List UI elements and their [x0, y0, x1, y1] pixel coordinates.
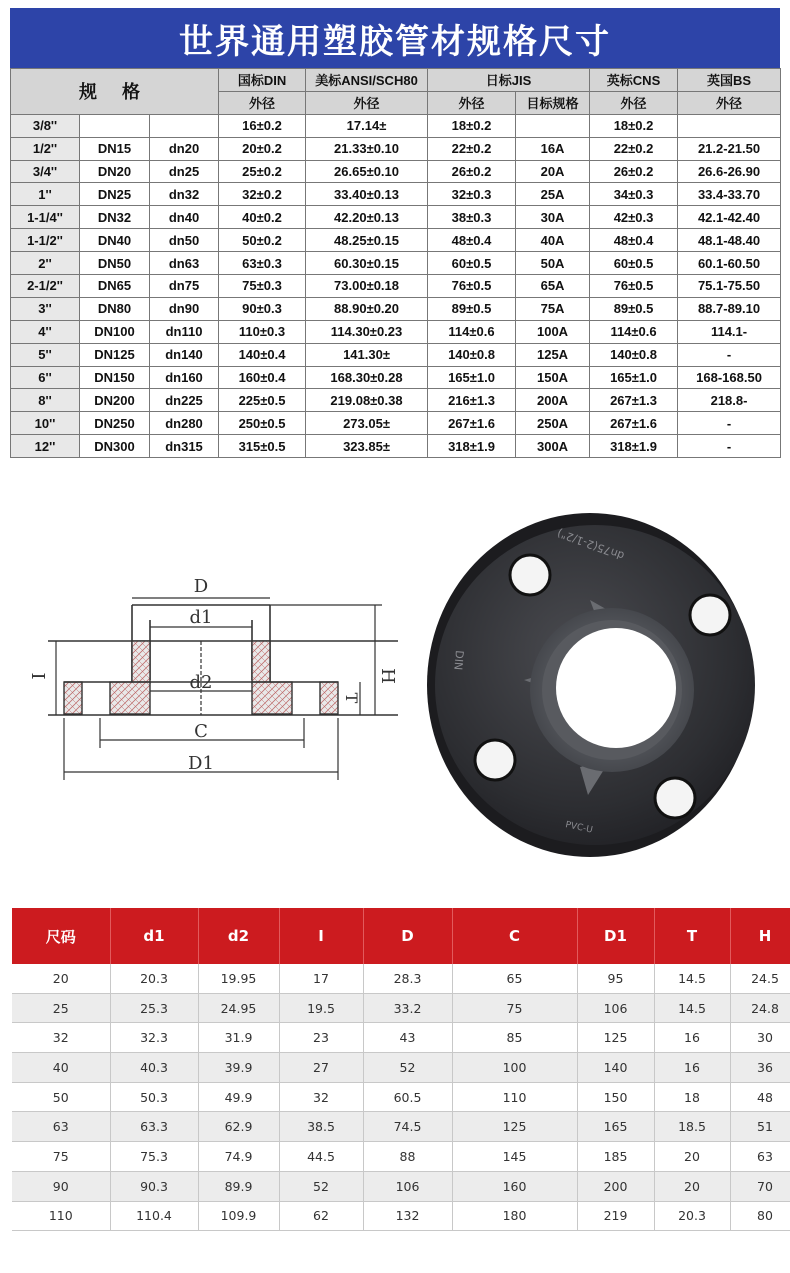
dimension-header-row: [12, 908, 790, 964]
spec-cell-din-od: 32±0.2: [219, 183, 306, 206]
flange-cross-section-diagram: [20, 570, 400, 785]
spec-cell-jis-od: 48±0.4: [428, 229, 516, 252]
spec-row: [11, 183, 781, 206]
spec-row: [11, 206, 781, 229]
marking-material: PVC-U: [564, 820, 594, 836]
dimension-cell: 125: [452, 1112, 577, 1142]
spec-cell-jis-od: 267±1.6: [428, 412, 516, 435]
spec-cell-jis-target: 65A: [516, 275, 590, 298]
spec-cell-bs-od: 33.4-33.70: [678, 183, 781, 206]
spec-cell-jis-target: 16A: [516, 137, 590, 160]
spec-cell-size-dn-metric: dn110: [150, 320, 219, 343]
spec-cell-jis-target: 50A: [516, 252, 590, 275]
dimension-header-cell: C: [452, 908, 577, 964]
spec-table: [10, 68, 781, 458]
dimension-cell: 63.3: [110, 1112, 198, 1142]
dimension-cell: 24.8: [730, 993, 790, 1023]
dimension-cell: 106: [363, 1171, 452, 1201]
dimension-cell: 18.5: [654, 1112, 730, 1142]
spec-cell-ansi-od: 26.65±0.10: [306, 160, 428, 183]
dimension-cell: 100: [452, 1053, 577, 1083]
spec-cell-size-inch: 2'': [11, 252, 80, 275]
spec-cell-ansi-od: 219.08±0.38: [306, 389, 428, 412]
spec-cell-size-dn-metric: dn25: [150, 160, 219, 183]
spec-cell-bs-od: 21.2-21.50: [678, 137, 781, 160]
dimension-cell: 48: [730, 1082, 790, 1112]
spec-cell-cns-od: 89±0.5: [590, 297, 678, 320]
dimension-cell: 18: [654, 1082, 730, 1112]
spec-cell-bs-od: -: [678, 343, 781, 366]
dimension-cell: 39.9: [198, 1053, 279, 1083]
dimension-cell: 150: [577, 1082, 654, 1112]
dimension-cell: 20.3: [654, 1201, 730, 1231]
spec-cell-cns-od: 60±0.5: [590, 252, 678, 275]
spec-cell-size-dn-metric: dn140: [150, 343, 219, 366]
spec-row: [11, 137, 781, 160]
spec-cell-size-dn-metric: dn160: [150, 366, 219, 389]
dimension-cell: 50.3: [110, 1082, 198, 1112]
spec-cell-size-inch: 1'': [11, 183, 80, 206]
spec-cell-jis-od: 76±0.5: [428, 275, 516, 298]
spec-row: [11, 366, 781, 389]
dimension-cell: 16: [654, 1053, 730, 1083]
bolt-hole: [510, 555, 550, 595]
spec-cell-jis-od: 89±0.5: [428, 297, 516, 320]
bolt-hole: [655, 778, 695, 818]
label-D1: D1: [188, 753, 214, 774]
dimension-cell: 219: [577, 1201, 654, 1231]
spec-cell-jis-od: 114±0.6: [428, 320, 516, 343]
spec-cell-cns-od: 34±0.3: [590, 183, 678, 206]
spec-cell-din-od: 25±0.2: [219, 160, 306, 183]
dimension-cell: 52: [279, 1171, 363, 1201]
spec-cell-size-dn: DN125: [80, 343, 150, 366]
dimension-cell: 109.9: [198, 1201, 279, 1231]
sub-cns-od: 外径: [590, 91, 678, 114]
dimension-cell: 16: [654, 1023, 730, 1053]
dimension-header-cell: 尺码: [12, 908, 110, 964]
spec-cell-size-dn-metric: dn20: [150, 137, 219, 160]
dimension-cell: 19.95: [198, 964, 279, 993]
dimension-cell: 63: [12, 1112, 110, 1142]
spec-header-label: 规 格: [11, 69, 219, 115]
spec-row: [11, 320, 781, 343]
spec-cell-size-inch: 3'': [11, 297, 80, 320]
dimension-cell: 75.3: [110, 1142, 198, 1172]
title-banner: [10, 8, 780, 68]
dimension-row: [12, 1142, 790, 1172]
dimension-row: [12, 1023, 790, 1053]
dimension-cell: 70: [730, 1171, 790, 1201]
dimension-cell: 165: [577, 1112, 654, 1142]
spec-cell-cns-od: 22±0.2: [590, 137, 678, 160]
std-bs: 英国BS: [678, 69, 781, 92]
spec-cell-jis-target: 30A: [516, 206, 590, 229]
spec-cell-size-inch: 3/8'': [11, 114, 80, 137]
spec-cell-cns-od: 267±1.3: [590, 389, 678, 412]
spec-row: [11, 252, 781, 275]
label-D: D: [193, 576, 209, 597]
spec-cell-bs-od: 114.1-: [678, 320, 781, 343]
spec-cell-size-dn: DN65: [80, 275, 150, 298]
spec-row: [11, 435, 781, 458]
marking-size: dn75(2-1/2"): [555, 526, 627, 563]
spec-cell-jis-od: 216±1.3: [428, 389, 516, 412]
dimension-header-cell: d2: [198, 908, 279, 964]
spec-cell-bs-od: 42.1-42.40: [678, 206, 781, 229]
spec-cell-size-dn: DN15: [80, 137, 150, 160]
spec-cell-jis-od: 38±0.3: [428, 206, 516, 229]
dimension-cell: 43: [363, 1023, 452, 1053]
bolt-hole: [475, 740, 515, 780]
spec-cell-bs-od: -: [678, 435, 781, 458]
dimension-cell: 50: [12, 1082, 110, 1112]
spec-cell-cns-od: 42±0.3: [590, 206, 678, 229]
spec-cell-din-od: 63±0.3: [219, 252, 306, 275]
dimension-cell: 20: [12, 964, 110, 993]
label-H: H: [377, 668, 398, 684]
page-title: 世界通用塑胶管材规格尺寸: [179, 21, 611, 62]
dimension-cell: 110: [12, 1201, 110, 1231]
spec-cell-size-inch: 1/2'': [11, 137, 80, 160]
spec-cell-cns-od: 26±0.2: [590, 160, 678, 183]
spec-cell-jis-target: 100A: [516, 320, 590, 343]
spec-cell-bs-od: 26.6-26.90: [678, 160, 781, 183]
dimension-cell: 60.5: [363, 1082, 452, 1112]
spec-cell-ansi-od: 60.30±0.15: [306, 252, 428, 275]
spec-cell-jis-od: 32±0.3: [428, 183, 516, 206]
spec-cell-jis-od: 60±0.5: [428, 252, 516, 275]
dimension-cell: 62.9: [198, 1112, 279, 1142]
dimension-cell: 160: [452, 1171, 577, 1201]
spec-cell-ansi-od: 273.05±: [306, 412, 428, 435]
dimension-row: [12, 1082, 790, 1112]
spec-cell-cns-od: 318±1.9: [590, 435, 678, 458]
spec-cell-jis-target: 250A: [516, 412, 590, 435]
spec-cell-bs-od: 75.1-75.50: [678, 275, 781, 298]
sub-jis-target: 目标规格: [516, 91, 590, 114]
spec-cell-jis-od: 165±1.0: [428, 366, 516, 389]
dimension-table: [12, 908, 790, 1231]
spec-cell-size-dn: DN25: [80, 183, 150, 206]
sub-ansi-od: 外径: [306, 91, 428, 114]
label-C: C: [194, 721, 208, 742]
dimension-cell: 63: [730, 1142, 790, 1172]
dimension-cell: 90: [12, 1171, 110, 1201]
spec-cell-ansi-od: 73.00±0.18: [306, 275, 428, 298]
label-I: I: [27, 672, 48, 680]
dimension-cell: 80: [730, 1201, 790, 1231]
dimension-cell: 14.5: [654, 964, 730, 993]
spec-cell-bs-od: 218.8-: [678, 389, 781, 412]
spec-cell-bs-od: [678, 114, 781, 137]
sub-jis-od: 外径: [428, 91, 516, 114]
dimension-cell: 40: [12, 1053, 110, 1083]
dimension-header-cell: D: [363, 908, 452, 964]
spec-cell-size-inch: 3/4'': [11, 160, 80, 183]
dimension-header-cell: d1: [110, 908, 198, 964]
spec-row: [11, 297, 781, 320]
dimension-row: [12, 1201, 790, 1231]
spec-cell-ansi-od: 114.30±0.23: [306, 320, 428, 343]
flange-photo: [420, 505, 760, 865]
spec-row: [11, 114, 781, 137]
spec-cell-jis-od: 318±1.9: [428, 435, 516, 458]
spec-cell-size-dn: DN300: [80, 435, 150, 458]
dimension-cell: 44.5: [279, 1142, 363, 1172]
dimension-cell: 185: [577, 1142, 654, 1172]
spec-row: [11, 389, 781, 412]
dimension-cell: 75: [12, 1142, 110, 1172]
spec-cell-jis-target: 300A: [516, 435, 590, 458]
std-jis: 日标JIS: [428, 69, 590, 92]
spec-cell-cns-od: 48±0.4: [590, 229, 678, 252]
dimension-cell: 200: [577, 1171, 654, 1201]
marking-din: DIN: [451, 649, 466, 671]
dimension-cell: 20: [654, 1171, 730, 1201]
dimension-cell: 88: [363, 1142, 452, 1172]
spec-cell-din-od: 315±0.5: [219, 435, 306, 458]
bolt-hole: [690, 595, 730, 635]
spec-cell-size-dn: DN20: [80, 160, 150, 183]
dimension-cell: 20: [654, 1142, 730, 1172]
spec-cell-jis-target: 125A: [516, 343, 590, 366]
spec-cell-size-dn: DN80: [80, 297, 150, 320]
dimension-cell: 30: [730, 1023, 790, 1053]
dimension-cell: 24.5: [730, 964, 790, 993]
dimension-cell: 32: [279, 1082, 363, 1112]
spec-cell-jis-od: 26±0.2: [428, 160, 516, 183]
dimension-header-cell: I: [279, 908, 363, 964]
dimension-cell: 62: [279, 1201, 363, 1231]
spec-cell-jis-target: 200A: [516, 389, 590, 412]
dimension-cell: 25: [12, 993, 110, 1023]
spec-cell-din-od: 50±0.2: [219, 229, 306, 252]
spec-cell-size-dn: DN150: [80, 366, 150, 389]
spec-cell-ansi-od: 17.14±: [306, 114, 428, 137]
sub-bs-od: 外径: [678, 91, 781, 114]
dimension-cell: 32.3: [110, 1023, 198, 1053]
dimension-cell: 65: [452, 964, 577, 993]
spec-cell-ansi-od: 48.25±0.15: [306, 229, 428, 252]
spec-cell-size-inch: 8'': [11, 389, 80, 412]
dimension-cell: 33.2: [363, 993, 452, 1023]
dimension-cell: 23: [279, 1023, 363, 1053]
dimension-cell: 110: [452, 1082, 577, 1112]
spec-cell-din-od: 20±0.2: [219, 137, 306, 160]
dimension-cell: 180: [452, 1201, 577, 1231]
dimension-cell: 95: [577, 964, 654, 993]
dimension-cell: 51: [730, 1112, 790, 1142]
dimension-cell: 14.5: [654, 993, 730, 1023]
dimension-row: [12, 993, 790, 1023]
spec-cell-jis-target: 40A: [516, 229, 590, 252]
dimension-cell: 38.5: [279, 1112, 363, 1142]
spec-cell-bs-od: -: [678, 412, 781, 435]
spec-row: [11, 160, 781, 183]
dimension-cell: 110.4: [110, 1201, 198, 1231]
spec-cell-size-dn-metric: [150, 114, 219, 137]
spec-cell-cns-od: 76±0.5: [590, 275, 678, 298]
spec-cell-size-dn-metric: dn315: [150, 435, 219, 458]
dimension-cell: 36: [730, 1053, 790, 1083]
spec-cell-jis-target: [516, 114, 590, 137]
label-d1: d1: [189, 607, 213, 628]
spec-cell-ansi-od: 33.40±0.13: [306, 183, 428, 206]
spec-cell-cns-od: 165±1.0: [590, 366, 678, 389]
std-cns: 英标CNS: [590, 69, 678, 92]
dimension-cell: 28.3: [363, 964, 452, 993]
dimension-cell: 140: [577, 1053, 654, 1083]
spec-cell-ansi-od: 168.30±0.28: [306, 366, 428, 389]
spec-cell-size-inch: 12'': [11, 435, 80, 458]
spec-cell-jis-target: 150A: [516, 366, 590, 389]
spec-cell-jis-target: 75A: [516, 297, 590, 320]
dimension-cell: 31.9: [198, 1023, 279, 1053]
sub-din-od: 外径: [219, 91, 306, 114]
spec-cell-ansi-od: 141.30±: [306, 343, 428, 366]
spec-cell-size-dn: DN40: [80, 229, 150, 252]
dimension-row: [12, 964, 790, 993]
spec-cell-bs-od: 88.7-89.10: [678, 297, 781, 320]
spec-row: [11, 275, 781, 298]
spec-cell-cns-od: 18±0.2: [590, 114, 678, 137]
dimension-row: [12, 1053, 790, 1083]
dimension-cell: 74.9: [198, 1142, 279, 1172]
spec-row: [11, 343, 781, 366]
dimension-cell: 20.3: [110, 964, 198, 993]
spec-cell-size-dn-metric: dn40: [150, 206, 219, 229]
dimension-row: [12, 1171, 790, 1201]
dimension-cell: 132: [363, 1201, 452, 1231]
dimension-cell: 89.9: [198, 1171, 279, 1201]
spec-cell-din-od: 75±0.3: [219, 275, 306, 298]
dimension-cell: 75: [452, 993, 577, 1023]
spec-cell-din-od: 160±0.4: [219, 366, 306, 389]
spec-cell-ansi-od: 323.85±: [306, 435, 428, 458]
spec-cell-din-od: 16±0.2: [219, 114, 306, 137]
spec-cell-jis-target: 25A: [516, 183, 590, 206]
spec-cell-din-od: 40±0.2: [219, 206, 306, 229]
spec-cell-din-od: 90±0.3: [219, 297, 306, 320]
spec-cell-size-dn: DN50: [80, 252, 150, 275]
spec-cell-size-inch: 10'': [11, 412, 80, 435]
spec-cell-size-dn-metric: dn32: [150, 183, 219, 206]
spec-cell-jis-od: 140±0.8: [428, 343, 516, 366]
spec-cell-size-inch: 6'': [11, 366, 80, 389]
spec-cell-din-od: 140±0.4: [219, 343, 306, 366]
std-ansi: 美标ANSI/SCH80: [306, 69, 428, 92]
spec-cell-cns-od: 140±0.8: [590, 343, 678, 366]
spec-cell-bs-od: 60.1-60.50: [678, 252, 781, 275]
dimension-cell: 106: [577, 993, 654, 1023]
spec-cell-din-od: 110±0.3: [219, 320, 306, 343]
spec-cell-din-od: 225±0.5: [219, 389, 306, 412]
dimension-cell: 40.3: [110, 1053, 198, 1083]
spec-cell-bs-od: 168-168.50: [678, 366, 781, 389]
dimension-cell: 32: [12, 1023, 110, 1053]
dimension-cell: 85: [452, 1023, 577, 1053]
dimension-cell: 49.9: [198, 1082, 279, 1112]
spec-cell-jis-target: 20A: [516, 160, 590, 183]
label-d2: d2: [189, 672, 213, 693]
dimension-cell: 90.3: [110, 1171, 198, 1201]
spec-cell-size-dn-metric: dn280: [150, 412, 219, 435]
spec-cell-size-inch: 1-1/2'': [11, 229, 80, 252]
spec-cell-size-inch: 1-1/4'': [11, 206, 80, 229]
spec-cell-size-dn: DN200: [80, 389, 150, 412]
spec-row: [11, 412, 781, 435]
dimension-cell: 17: [279, 964, 363, 993]
dimension-header-cell: D1: [577, 908, 654, 964]
dimension-header-cell: H: [730, 908, 790, 964]
std-din: 国标DIN: [219, 69, 306, 92]
dimension-cell: 19.5: [279, 993, 363, 1023]
dimension-cell: 145: [452, 1142, 577, 1172]
spec-cell-size-dn-metric: dn90: [150, 297, 219, 320]
spec-row: [11, 229, 781, 252]
spec-cell-ansi-od: 21.33±0.10: [306, 137, 428, 160]
spec-header-row: [11, 69, 781, 92]
dimension-cell: 74.5: [363, 1112, 452, 1142]
spec-cell-cns-od: 114±0.6: [590, 320, 678, 343]
dimension-cell: 27: [279, 1053, 363, 1083]
spec-cell-ansi-od: 88.90±0.20: [306, 297, 428, 320]
spec-cell-size-dn-metric: dn75: [150, 275, 219, 298]
dimension-cell: 25.3: [110, 993, 198, 1023]
spec-cell-size-dn-metric: dn50: [150, 229, 219, 252]
spec-cell-jis-od: 18±0.2: [428, 114, 516, 137]
dimension-header-cell: T: [654, 908, 730, 964]
dimension-row: [12, 1112, 790, 1142]
spec-cell-size-dn-metric: dn225: [150, 389, 219, 412]
spec-cell-jis-od: 22±0.2: [428, 137, 516, 160]
dimension-cell: 24.95: [198, 993, 279, 1023]
spec-cell-size-dn-metric: dn63: [150, 252, 219, 275]
spec-cell-ansi-od: 42.20±0.13: [306, 206, 428, 229]
spec-cell-cns-od: 267±1.6: [590, 412, 678, 435]
spec-cell-size-dn: DN100: [80, 320, 150, 343]
label-T: T: [342, 692, 361, 704]
dimension-cell: 52: [363, 1053, 452, 1083]
dimension-cell: 125: [577, 1023, 654, 1053]
spec-cell-din-od: 250±0.5: [219, 412, 306, 435]
spec-cell-size-dn: DN32: [80, 206, 150, 229]
spec-cell-size-inch: 2-1/2'': [11, 275, 80, 298]
spec-cell-bs-od: 48.1-48.40: [678, 229, 781, 252]
spec-cell-size-dn: DN250: [80, 412, 150, 435]
spec-cell-size-dn: [80, 114, 150, 137]
spec-cell-size-inch: 4'': [11, 320, 80, 343]
spec-cell-size-inch: 5'': [11, 343, 80, 366]
